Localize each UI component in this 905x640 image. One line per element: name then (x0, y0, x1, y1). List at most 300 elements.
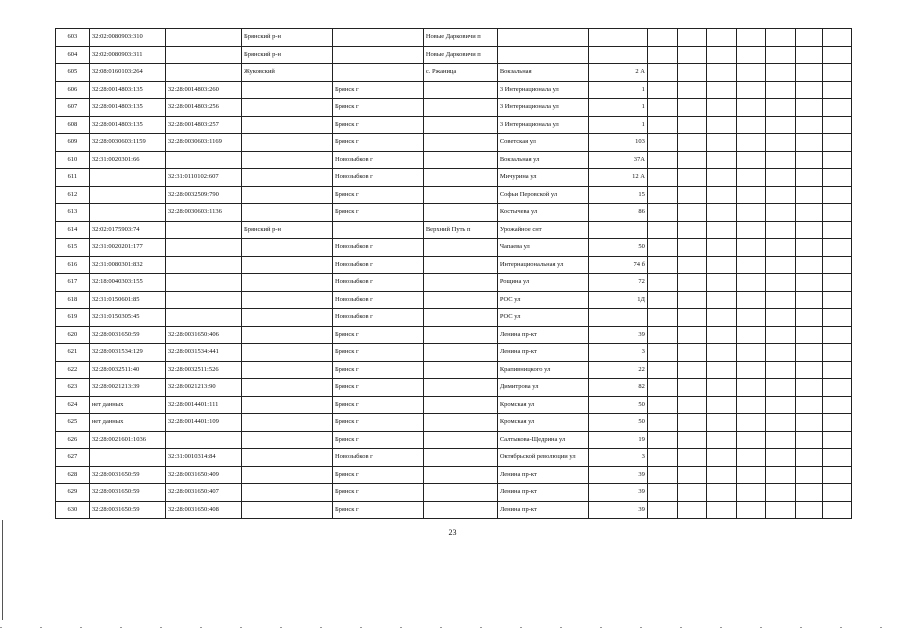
cell-kn1: 32:28:0031650:59 (89, 501, 165, 519)
cell-street: Чапаева ул (497, 239, 588, 257)
cell-empty (766, 466, 796, 484)
cell-house: 86 (588, 204, 647, 222)
cell-kn1: 32:08:0160103:264 (89, 64, 165, 82)
table-row (56, 46, 852, 64)
cell-gorod: Новозыбков г (332, 274, 423, 292)
cell-empty (647, 501, 677, 519)
cell-empty (677, 501, 707, 519)
cell-kn1: нет данных (89, 396, 165, 414)
cell-rayon (242, 151, 333, 169)
cell-kn1: 32:31:0150305:45 (89, 309, 165, 327)
cell-empty (707, 291, 737, 309)
cell-empty (736, 501, 766, 519)
cell-rayon (242, 309, 333, 327)
cell-np (423, 81, 497, 99)
cell-np (423, 99, 497, 117)
table-row (56, 81, 852, 99)
cell-empty (677, 186, 707, 204)
cell-num: 626 (56, 431, 90, 449)
cell-kn2: 32:28:0014803:260 (165, 81, 241, 99)
cell-empty (823, 501, 852, 519)
cell-empty (647, 99, 677, 117)
cell-empty (707, 414, 737, 432)
cell-empty (647, 256, 677, 274)
table-row (56, 344, 852, 362)
cell-house (588, 46, 647, 64)
cell-street: Урожайное снт (497, 221, 588, 239)
cell-empty (823, 449, 852, 467)
cell-empty (677, 274, 707, 292)
cell-empty (736, 414, 766, 432)
table-row (56, 151, 852, 169)
cell-kn1: 32:28:0032511:40 (89, 361, 165, 379)
cell-empty (823, 291, 852, 309)
cell-street: Крапивницкого ул (497, 361, 588, 379)
cell-empty (736, 274, 766, 292)
cell-empty (707, 204, 737, 222)
cell-kn1: 32:31:0020301:66 (89, 151, 165, 169)
cell-empty (677, 64, 707, 82)
cell-empty (736, 46, 766, 64)
cell-num: 616 (56, 256, 90, 274)
cell-empty (736, 204, 766, 222)
cell-street: РОС ул (497, 291, 588, 309)
cell-empty (766, 361, 796, 379)
cell-empty (647, 116, 677, 134)
cell-rayon (242, 414, 333, 432)
cell-kn1: 32:28:0014803:135 (89, 99, 165, 117)
cell-empty (677, 309, 707, 327)
cell-np (423, 309, 497, 327)
cell-kn2 (165, 64, 241, 82)
cell-num: 617 (56, 274, 90, 292)
cell-kn1 (89, 169, 165, 187)
cell-empty (736, 239, 766, 257)
cell-kn2 (165, 309, 241, 327)
cell-house: 22 (588, 361, 647, 379)
cell-np (423, 484, 497, 502)
table-row (56, 361, 852, 379)
cell-house: 39 (588, 501, 647, 519)
cell-house: 2 А (588, 64, 647, 82)
cell-num: 619 (56, 309, 90, 327)
cell-empty (795, 274, 822, 292)
cell-empty (795, 186, 822, 204)
cell-empty (707, 239, 737, 257)
cell-empty (677, 379, 707, 397)
cell-rayon: Брянский р-н (242, 29, 333, 47)
table-row (56, 256, 852, 274)
cell-empty (766, 116, 796, 134)
cell-kn2: 32:28:0031650:409 (165, 466, 241, 484)
cell-num: 608 (56, 116, 90, 134)
cell-kn1: 32:31:0150601:85 (89, 291, 165, 309)
cell-kn1: 32:28:0031534:129 (89, 344, 165, 362)
cell-empty (707, 396, 737, 414)
cell-empty (823, 274, 852, 292)
cell-empty (823, 29, 852, 47)
cell-kn2: 32:28:0030603:1169 (165, 134, 241, 152)
cell-num: 611 (56, 169, 90, 187)
cell-num: 605 (56, 64, 90, 82)
cell-empty (823, 414, 852, 432)
cell-house: 50 (588, 396, 647, 414)
cell-empty (647, 169, 677, 187)
cell-empty (647, 484, 677, 502)
cell-num: 607 (56, 99, 90, 117)
cell-num: 613 (56, 204, 90, 222)
table-row (56, 326, 852, 344)
cell-house: 1Д (588, 291, 647, 309)
cell-empty (795, 379, 822, 397)
cell-np (423, 501, 497, 519)
cell-rayon (242, 326, 333, 344)
cell-street: Ленина пр-кт (497, 501, 588, 519)
cell-empty (823, 81, 852, 99)
cell-gorod: Брянск г (332, 431, 423, 449)
cell-house: 3 (588, 449, 647, 467)
cell-empty (823, 239, 852, 257)
cell-empty (677, 151, 707, 169)
cell-street (497, 29, 588, 47)
cell-house: 50 (588, 239, 647, 257)
cell-street: Советская ул (497, 134, 588, 152)
table-row (56, 379, 852, 397)
cell-gorod: Новозыбков г (332, 256, 423, 274)
cell-np (423, 274, 497, 292)
cell-kn1 (89, 204, 165, 222)
cell-empty (677, 81, 707, 99)
table-row (56, 29, 852, 47)
cell-empty (677, 134, 707, 152)
table-row (56, 309, 852, 327)
cell-kn1 (89, 449, 165, 467)
cell-np (423, 291, 497, 309)
cell-rayon (242, 484, 333, 502)
cell-empty (795, 361, 822, 379)
cell-house: 12 А (588, 169, 647, 187)
cell-empty (823, 151, 852, 169)
cell-empty (707, 309, 737, 327)
cell-rayon (242, 274, 333, 292)
cell-np (423, 239, 497, 257)
cell-empty (823, 361, 852, 379)
cell-empty (736, 431, 766, 449)
cell-house (588, 221, 647, 239)
cell-empty (647, 449, 677, 467)
cell-empty (795, 151, 822, 169)
cell-empty (736, 256, 766, 274)
cell-empty (647, 274, 677, 292)
cell-empty (766, 379, 796, 397)
cell-empty (766, 344, 796, 362)
cell-kn1: 32:28:0021601:1036 (89, 431, 165, 449)
cell-empty (766, 239, 796, 257)
cell-empty (795, 309, 822, 327)
cell-empty (795, 326, 822, 344)
cell-empty (707, 81, 737, 99)
table-row (56, 501, 852, 519)
cell-empty (677, 361, 707, 379)
cell-gorod: Брянск г (332, 484, 423, 502)
table-row (56, 169, 852, 187)
cell-kn1: 32:28:0030603:1159 (89, 134, 165, 152)
cell-empty (736, 326, 766, 344)
cell-kn2: 32:28:0014803:257 (165, 116, 241, 134)
cell-gorod: Брянск г (332, 326, 423, 344)
cell-num: 630 (56, 501, 90, 519)
cell-empty (736, 291, 766, 309)
cell-empty (766, 29, 796, 47)
table-row (56, 239, 852, 257)
cell-empty (795, 46, 822, 64)
cell-empty (647, 29, 677, 47)
cell-gorod: Брянск г (332, 81, 423, 99)
cell-empty (736, 81, 766, 99)
cell-house: 3 (588, 344, 647, 362)
table-row (56, 466, 852, 484)
cell-house: 72 (588, 274, 647, 292)
cell-street: РОС ул (497, 309, 588, 327)
cell-kn2 (165, 256, 241, 274)
cell-empty (823, 134, 852, 152)
cell-empty (766, 81, 796, 99)
cell-rayon (242, 291, 333, 309)
cell-empty (766, 431, 796, 449)
cell-house: 37А (588, 151, 647, 169)
cell-empty (736, 466, 766, 484)
scan-edge-bottom (0, 627, 905, 628)
cell-empty (707, 361, 737, 379)
cell-empty (766, 99, 796, 117)
page-number: 23 (448, 528, 457, 537)
cell-num: 625 (56, 414, 90, 432)
cell-np (423, 361, 497, 379)
cell-empty (823, 431, 852, 449)
cell-empty (736, 344, 766, 362)
cell-empty (795, 239, 822, 257)
cell-empty (677, 291, 707, 309)
cell-num: 620 (56, 326, 90, 344)
cell-gorod: Новозыбков г (332, 309, 423, 327)
cell-num: 603 (56, 29, 90, 47)
cell-np: Верхний Путь п (423, 221, 497, 239)
cell-kn2: 32:28:0030603:1136 (165, 204, 241, 222)
cell-kn2: 32:28:0031650:406 (165, 326, 241, 344)
table-row (56, 186, 852, 204)
cell-empty (766, 64, 796, 82)
cell-empty (677, 99, 707, 117)
cell-empty (823, 379, 852, 397)
cell-np (423, 431, 497, 449)
cell-rayon: Брянский р-н (242, 46, 333, 64)
cell-empty (766, 501, 796, 519)
cell-empty (823, 396, 852, 414)
cell-empty (766, 414, 796, 432)
cell-kn1: 32:28:0031650:59 (89, 326, 165, 344)
cell-gorod: Новозыбков г (332, 291, 423, 309)
cell-rayon (242, 81, 333, 99)
cell-empty (677, 431, 707, 449)
cell-empty (677, 396, 707, 414)
cell-np (423, 256, 497, 274)
cell-kn1: 32:31:0080301:832 (89, 256, 165, 274)
cell-np: с. Ржаница (423, 64, 497, 82)
cell-kn2: 32:28:0014401:111 (165, 396, 241, 414)
registry-table (55, 28, 852, 519)
cell-street: Ленина пр-кт (497, 344, 588, 362)
cell-empty (677, 239, 707, 257)
cell-empty (677, 29, 707, 47)
cell-empty (707, 151, 737, 169)
cell-empty (823, 344, 852, 362)
cell-kn2: 32:28:0031650:408 (165, 501, 241, 519)
cell-empty (823, 309, 852, 327)
cell-rayon (242, 134, 333, 152)
cell-house (588, 29, 647, 47)
cell-empty (823, 169, 852, 187)
cell-empty (766, 274, 796, 292)
cell-rayon (242, 204, 333, 222)
cell-gorod: Брянск г (332, 361, 423, 379)
cell-street: Ленина пр-кт (497, 326, 588, 344)
table-row (56, 449, 852, 467)
cell-empty (795, 134, 822, 152)
cell-empty (736, 484, 766, 502)
cell-empty (707, 256, 737, 274)
cell-np (423, 466, 497, 484)
cell-empty (647, 431, 677, 449)
table-row (56, 134, 852, 152)
cell-np (423, 414, 497, 432)
cell-house: 19 (588, 431, 647, 449)
cell-num: 618 (56, 291, 90, 309)
cell-empty (707, 116, 737, 134)
cell-empty (707, 466, 737, 484)
cell-kn1: 32:31:0020201:177 (89, 239, 165, 257)
cell-empty (795, 396, 822, 414)
cell-empty (823, 221, 852, 239)
cell-np: Новые Дарковичи п (423, 46, 497, 64)
cell-empty (736, 64, 766, 82)
cell-kn1: нет данных (89, 414, 165, 432)
cell-empty (647, 291, 677, 309)
cell-kn2 (165, 274, 241, 292)
cell-kn1: 32:28:0031650:59 (89, 466, 165, 484)
cell-house: 50 (588, 414, 647, 432)
cell-np (423, 344, 497, 362)
cell-rayon (242, 344, 333, 362)
cell-empty (677, 221, 707, 239)
cell-empty (736, 361, 766, 379)
table-row (56, 64, 852, 82)
cell-kn2: 32:31:0010314:84 (165, 449, 241, 467)
cell-empty (736, 169, 766, 187)
cell-rayon (242, 169, 333, 187)
cell-rayon (242, 186, 333, 204)
cell-street: Софьи Перовской ул (497, 186, 588, 204)
cell-empty (647, 379, 677, 397)
cell-empty (766, 396, 796, 414)
cell-np (423, 134, 497, 152)
cell-gorod: Новозыбков г (332, 239, 423, 257)
cell-empty (766, 309, 796, 327)
cell-kn2: 32:28:0021213:90 (165, 379, 241, 397)
cell-empty (707, 46, 737, 64)
cell-empty (707, 274, 737, 292)
cell-kn2 (165, 46, 241, 64)
cell-street: Ленина пр-кт (497, 466, 588, 484)
cell-empty (823, 64, 852, 82)
cell-np (423, 169, 497, 187)
cell-street: 3 Интернационала ул (497, 116, 588, 134)
cell-rayon (242, 396, 333, 414)
cell-rayon (242, 99, 333, 117)
cell-np (423, 186, 497, 204)
cell-empty (736, 396, 766, 414)
cell-gorod: Брянск г (332, 344, 423, 362)
cell-gorod: Брянск г (332, 204, 423, 222)
cell-np (423, 116, 497, 134)
cell-house: 39 (588, 484, 647, 502)
cell-empty (766, 326, 796, 344)
cell-empty (647, 239, 677, 257)
cell-kn2 (165, 291, 241, 309)
cell-gorod: Брянск г (332, 414, 423, 432)
cell-house: 39 (588, 326, 647, 344)
cell-empty (766, 169, 796, 187)
cell-empty (795, 64, 822, 82)
cell-empty (707, 449, 737, 467)
cell-gorod: Новозыбков г (332, 449, 423, 467)
cell-street: Костычева ул (497, 204, 588, 222)
cell-kn2: 32:28:0032509:790 (165, 186, 241, 204)
cell-empty (795, 291, 822, 309)
cell-gorod: Брянск г (332, 186, 423, 204)
cell-kn2: 32:28:0014401:109 (165, 414, 241, 432)
cell-rayon: Жуковский (242, 64, 333, 82)
cell-empty (647, 151, 677, 169)
cell-empty (823, 116, 852, 134)
cell-kn2: 32:28:0031650:407 (165, 484, 241, 502)
cell-empty (707, 484, 737, 502)
cell-empty (823, 186, 852, 204)
cell-empty (736, 151, 766, 169)
cell-kn1: 32:02:0080903:311 (89, 46, 165, 64)
cell-num: 623 (56, 379, 90, 397)
cell-rayon: Брянский р-н (242, 221, 333, 239)
cell-kn1: 32:28:0014803:135 (89, 81, 165, 99)
cell-empty (677, 484, 707, 502)
cell-empty (677, 204, 707, 222)
registry-rows (56, 29, 852, 519)
cell-rayon (242, 431, 333, 449)
cell-empty (766, 221, 796, 239)
cell-kn2: 32:28:0032511:526 (165, 361, 241, 379)
cell-empty (736, 116, 766, 134)
cell-empty (795, 169, 822, 187)
cell-empty (707, 379, 737, 397)
cell-empty (707, 64, 737, 82)
cell-kn1: 32:02:0080903:310 (89, 29, 165, 47)
cell-num: 609 (56, 134, 90, 152)
cell-empty (707, 186, 737, 204)
table-row (56, 204, 852, 222)
cell-empty (677, 256, 707, 274)
cell-empty (823, 484, 852, 502)
cell-empty (677, 466, 707, 484)
cell-num: 629 (56, 484, 90, 502)
